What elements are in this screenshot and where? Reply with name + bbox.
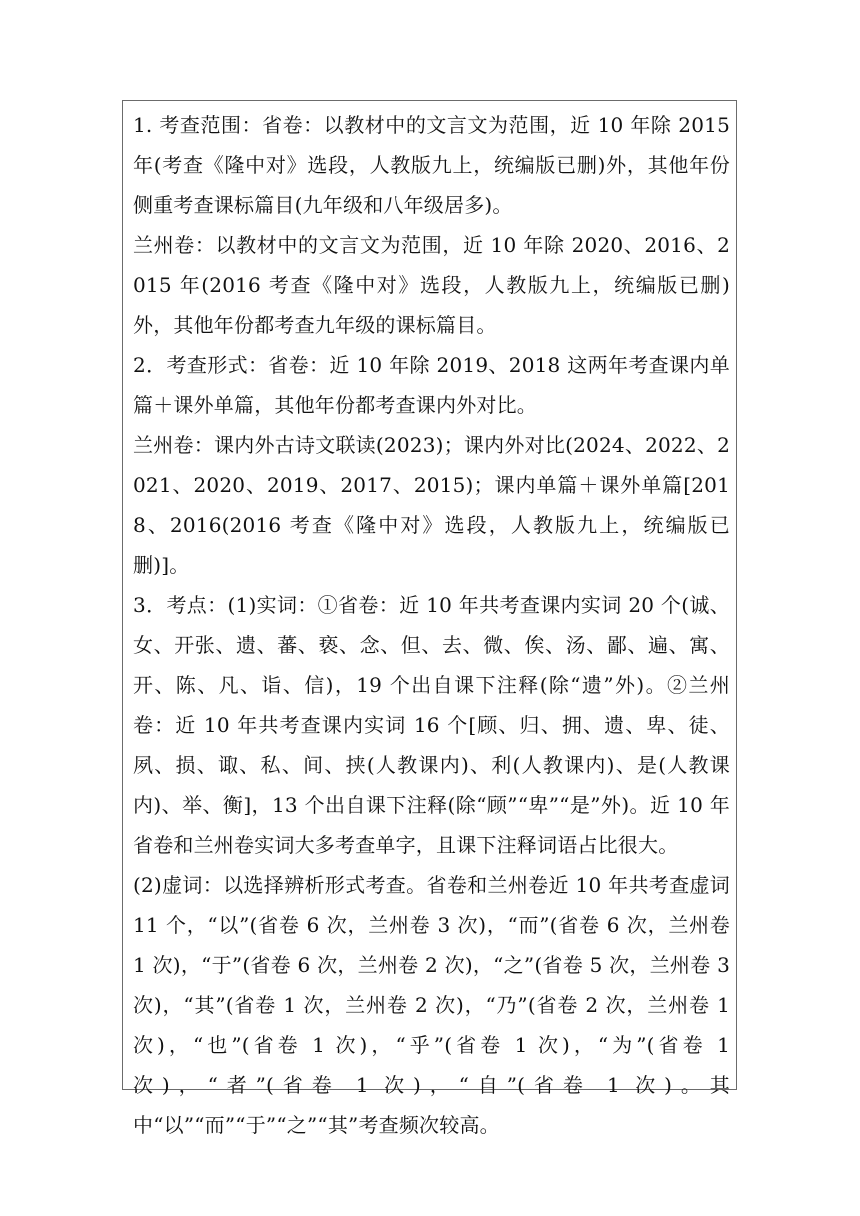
paragraph-scope-lanzhou: 兰州卷：以教材中的文言文为范围，近 10 年除 2020、2016、2015 年(2016 考查《隆中对》选段，人教版九上，统编版已删)外，其他年份都考查九年级的课标篇目。: [133, 233, 730, 337]
content-box: [122, 100, 737, 1137]
paragraph-content-words: 3．考点：(1)实词：①省卷：近 10 年共考查课内实词 20 个(诚、女、开张、遗、蕃、亵、念、但、去、微、俟、汤、鄙、遍、寓、开、陈、凡、诣、信)，19 个出自课下注释(除“遗”外)。②兰州卷：近 10 年共考查课内实词 16 个[顾、归、拥、遗、卑、徒、夙、损、诹、私、间、挟(人教课内)、利(人教课内)、是(人教课内)、举、衡]，13 个出自课下注释(除“顾”“卑”“是”外)。近 10 年省卷和兰州卷实词大多考查单字，且课下注释词语占比很大。: [133, 593, 730, 857]
paragraph-form-provincial: 2．考查形式：省卷：近 10 年除 2019、2018 这两年考查课内单篇＋课外单篇，其他年份都考查课内外对比。: [133, 353, 730, 417]
paragraph-function-words: (2)虚词：以选择辨析形式考查。省卷和兰州卷近 10 年共考查虚词 11 个，“以”(省卷 6 次，兰州卷 3 次)，“而”(省卷 6 次，兰州卷 1 次)，“于”(省卷 6 次，兰州卷 2 次)，“之”(省卷 5 次，兰州卷 3 次)，“其”(省卷 1 次，兰州卷 2 次)，“乃”(省卷 2 次，兰州卷 1 次)，“也”(省卷 1 次)，“乎”(省卷 1 次)，“为”(省卷 1 次)，“者”(省卷 1 次)，“自”(省卷 1 次)。其中“以”“而”“于”“之”“其”考查频次较高。: [133, 873, 730, 1137]
paragraph-form-lanzhou: 兰州卷：课内外古诗文联读(2023)；课内外对比(2024、2022、2021、2020、2019、2017、2015)；课内单篇＋课外单篇[2018、2016(2016 考查《隆中对》选段，人教版九上，统编版已删)]。: [133, 433, 730, 577]
paragraph-scope-provincial: 1. 考查范围：省卷：以教材中的文言文为范围，近 10 年除 2015 年(考查《隆中对》选段，人教版九上，统编版已删)外，其他年份侧重考查课标篇目(九年级和八年级居多)。: [133, 113, 730, 217]
